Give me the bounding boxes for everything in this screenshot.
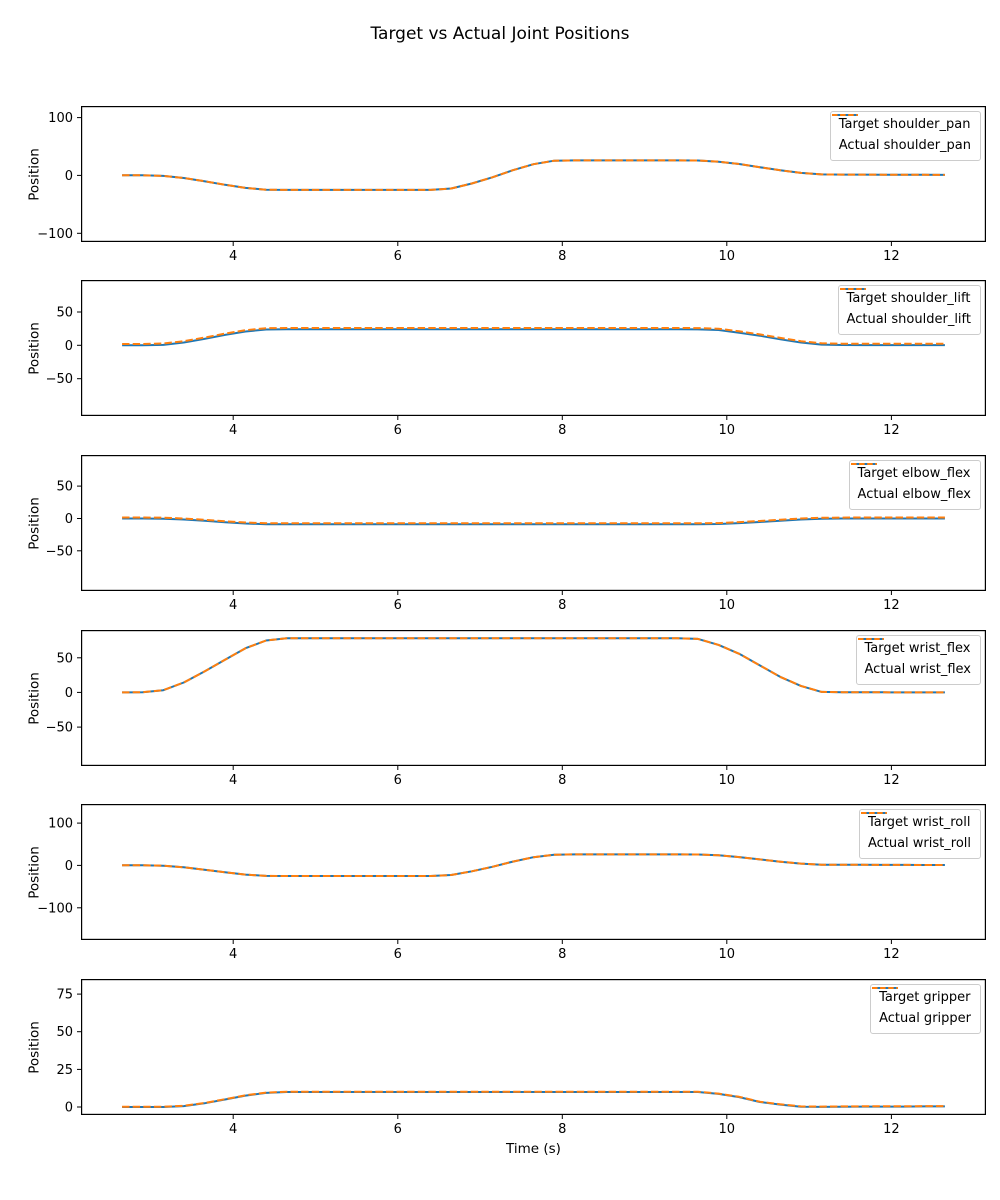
legend-entry <box>847 291 971 307</box>
x-tick-label: 8 <box>558 947 567 962</box>
y-axis-label: Position <box>26 1021 43 1074</box>
subplot-shoulder_lift <box>26 280 986 438</box>
legend-label: Target wrist_roll <box>867 815 971 830</box>
y-tick-label: 100 <box>48 111 73 127</box>
x-tick-label: 6 <box>393 1122 402 1137</box>
y-tick-label: 0 <box>64 1100 73 1116</box>
x-tick-label: 6 <box>393 773 402 788</box>
legend-entry <box>865 641 971 657</box>
legend <box>870 984 981 1034</box>
actual-line-sample <box>850 461 878 467</box>
plot-area <box>37 804 986 962</box>
target-line <box>122 638 945 692</box>
x-tick-label: 6 <box>393 947 402 962</box>
axes-frame <box>82 631 986 766</box>
x-tick-label: 10 <box>718 249 736 264</box>
x-axis-label: Time (s) <box>506 1141 561 1157</box>
legend-label: Actual gripper <box>879 1011 971 1026</box>
actual-line <box>122 854 945 876</box>
actual-line-sample <box>860 810 888 816</box>
actual-line-sample <box>831 112 859 118</box>
legend <box>830 111 981 161</box>
legend <box>856 635 981 685</box>
actual-line-sample <box>857 636 885 642</box>
y-tick-label: −50 <box>45 720 73 736</box>
y-tick-label: 0 <box>64 858 73 874</box>
legend-label: Target elbow_flex <box>857 466 971 481</box>
x-tick-label: 12 <box>883 1122 900 1137</box>
x-tick-label: 12 <box>883 598 900 613</box>
legend <box>859 809 981 859</box>
x-tick-label: 4 <box>229 598 238 613</box>
x-tick-label: 10 <box>718 773 736 788</box>
y-tick-label: −100 <box>37 901 73 917</box>
y-axis-label: Position <box>26 846 43 899</box>
legend-entry <box>839 138 971 154</box>
x-tick-label: 6 <box>393 249 402 264</box>
y-tick-label: −100 <box>37 226 73 242</box>
x-tick-label: 8 <box>558 598 567 613</box>
y-tick-label: 50 <box>56 651 73 667</box>
plot-area <box>56 979 986 1137</box>
y-tick-label: −50 <box>45 372 73 388</box>
y-tick-label: 100 <box>48 816 73 832</box>
legend-entry <box>839 117 971 133</box>
actual-line-sample <box>839 286 867 292</box>
x-tick-label: 4 <box>229 249 238 264</box>
legend-label: Actual shoulder_lift <box>846 312 971 327</box>
y-tick-label: 75 <box>56 987 73 1003</box>
x-tick-label: 4 <box>229 773 238 788</box>
legend <box>838 285 981 335</box>
y-tick-label: 50 <box>56 479 73 495</box>
x-tick-label: 8 <box>558 423 567 438</box>
subplot-gripper <box>26 979 986 1157</box>
legend-entry <box>865 662 971 678</box>
y-tick-label: 0 <box>64 685 73 701</box>
legend-label: Actual shoulder_pan <box>838 138 971 153</box>
y-tick-label: 0 <box>64 168 73 184</box>
y-tick-label: 25 <box>56 1062 73 1078</box>
y-tick-label: 0 <box>64 338 73 354</box>
x-tick-label: 12 <box>883 423 900 438</box>
plot-area <box>45 630 986 788</box>
actual-line <box>122 1092 945 1107</box>
legend-label: Target shoulder_pan <box>838 117 971 132</box>
legend-label: Target gripper <box>879 990 971 1005</box>
legend-entry <box>868 836 971 852</box>
legend-entry <box>879 1011 971 1027</box>
x-tick-label: 12 <box>883 773 900 788</box>
legend-entry <box>847 312 971 328</box>
axes-frame <box>82 980 986 1115</box>
y-axis-label: Position <box>26 148 43 201</box>
legend-entry <box>858 466 971 482</box>
x-tick-label: 4 <box>229 947 238 962</box>
actual-line <box>122 638 945 692</box>
legend-label: Actual wrist_flex <box>864 662 971 677</box>
x-tick-label: 6 <box>393 598 402 613</box>
actual-line-sample <box>871 985 899 991</box>
actual-line <box>122 160 945 190</box>
legend-label: Actual elbow_flex <box>857 487 971 502</box>
x-tick-label: 10 <box>718 947 736 962</box>
subplot-elbow_flex <box>26 455 986 613</box>
legend-label: Target shoulder_lift <box>846 291 971 306</box>
target-line <box>122 1092 945 1107</box>
y-tick-label: −50 <box>45 544 73 560</box>
x-tick-label: 4 <box>229 1122 238 1137</box>
y-axis-label: Position <box>26 672 43 725</box>
y-tick-label: 50 <box>56 1025 73 1041</box>
subplot-wrist_roll <box>26 804 986 962</box>
legend-entry <box>858 487 971 503</box>
legend <box>849 460 981 510</box>
y-axis-label: Position <box>26 497 43 550</box>
x-tick-label: 4 <box>229 423 238 438</box>
legend-label: Actual wrist_roll <box>867 836 971 851</box>
x-tick-label: 8 <box>558 249 567 264</box>
y-tick-label: 0 <box>64 512 73 527</box>
x-tick-label: 8 <box>558 1122 567 1137</box>
x-tick-label: 10 <box>718 598 736 613</box>
x-tick-label: 10 <box>718 423 736 438</box>
x-tick-label: 8 <box>558 773 567 788</box>
y-axis-label: Position <box>26 322 43 375</box>
x-tick-label: 10 <box>718 1122 736 1137</box>
x-tick-label: 6 <box>393 423 402 438</box>
actual-line <box>122 328 945 344</box>
figure-title: Target vs Actual Joint Positions <box>370 24 630 44</box>
actual-line <box>122 518 945 524</box>
legend-label: Target wrist_flex <box>864 641 971 656</box>
legend-entry <box>868 815 971 831</box>
y-tick-label: 50 <box>56 305 73 321</box>
x-tick-label: 12 <box>883 249 900 264</box>
x-tick-label: 12 <box>883 947 900 962</box>
subplot-shoulder_pan <box>26 106 986 264</box>
subplot-wrist_flex <box>26 630 986 788</box>
legend-entry <box>879 990 971 1006</box>
